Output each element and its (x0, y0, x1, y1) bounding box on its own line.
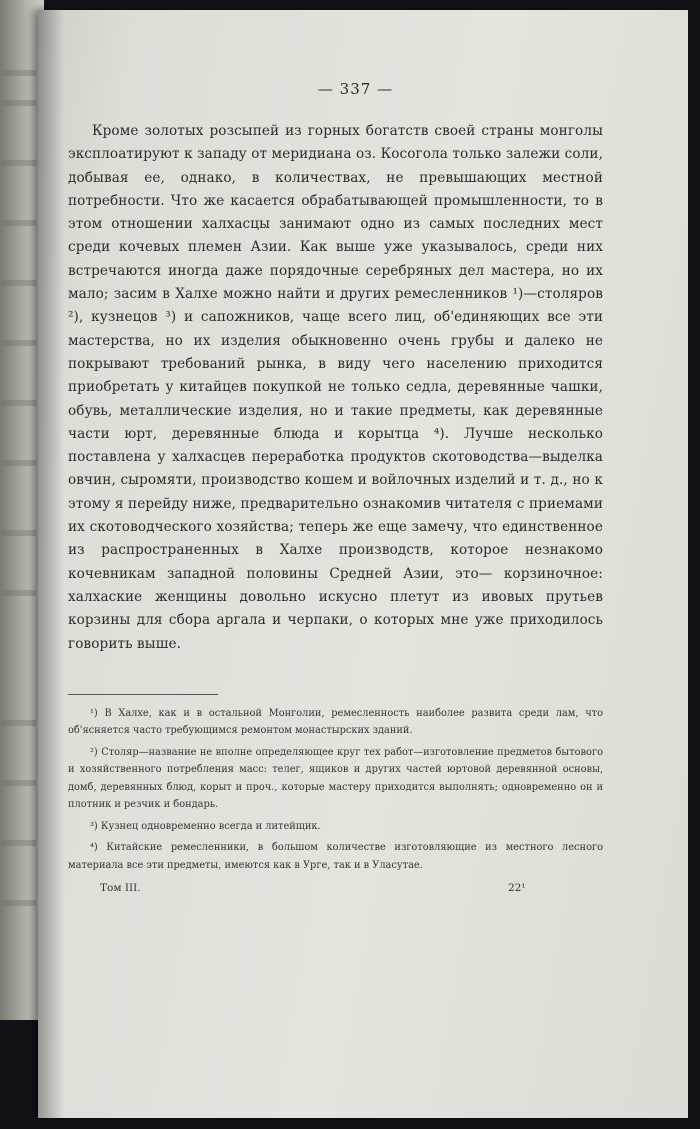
main-paragraph: Кроме золотых розсыпей из горных богатств своей страны монголы эксплоатируют к западу от меридиана оз. Косогола только залежи соли, добывая ее, однако, в количествах, не превышающих местной потребности. Что же касается обрабатывающей промышленности, то в этом отношении халхасцы занимают одно из самых последних мест среди кочевых племен Азии. Как выше уже указывалось, среди них встречаются иногда даже порядочные серебряных дел мастера, но их мало; засим в Халхе можно найти и других ремесленников ¹)—столяров ²), кузнецов ³) и сапожников, чаще всего лиц, об'единяющих все эти мастерства, но их изделия обыкновенно очень грубы и далеко не покрывают требований рынка, в виду чего населению приходится приобретать у китайцев покупкой не только седла, деревянные чашки, обувь, металлические изделия, но и такие предметы, как деревянные части юрт, деревянные блюда и корытца ⁴). Лучше несколько поставлена у халхасцев переработка продуктов скотоводства—выделка овчин, сыромяти, производство кошем и войлочных изделий и т. д., но к этому я перейду ниже, предварительно ознакомив читателя с приемами их скотоводческого хозяйства; теперь же еще замечу, что единственное из распространенных в Халхе производств, которое незнакомо кочевникам западной половины Средней Азии, это— корзиночное: халхаские женщины довольно искусно плетут из ивовых прутьев корзины для сбора аргала и черпаки, о которых мне уже приходилось говорить выше. (68, 123, 603, 652)
page-spine-shadow (38, 10, 64, 1118)
footnote-3: ³) Кузнец одновременно всегда и литейщик. (90, 820, 321, 832)
volume-label: Том III. (100, 882, 141, 895)
footnote-rule (68, 694, 218, 695)
page-footer (68, 882, 603, 898)
footnote-2: ²) Столяр—название не вполне определяющее круг тех работ—изготовление предметов бытового и хозяйственного потребления масс: телег, ящиков и других частей юртовой деревянной основы, домб, деревянных блюд, корыт и проч., которые мастеру приходится выполнять; одновременно он и плотник и резчик и бондарь. (68, 746, 603, 811)
page-number: — 337 — (317, 80, 394, 98)
footnote-1: ¹) В Халхе, как и в остальной Монголии, ремесленность наиболее развита среди лам, что об'ясняется часто требующимся ремонтом монастырских зданий. (68, 707, 603, 737)
footnote-4: ⁴) Китайские ремесленники, в большом количестве изготовляющие из местного лесного материала все эти предметы, имеются как в Урге, так и в Уласутае. (68, 842, 603, 871)
signature-mark: 22¹ (508, 882, 526, 895)
page-content (68, 80, 603, 898)
book-page (38, 10, 688, 1118)
